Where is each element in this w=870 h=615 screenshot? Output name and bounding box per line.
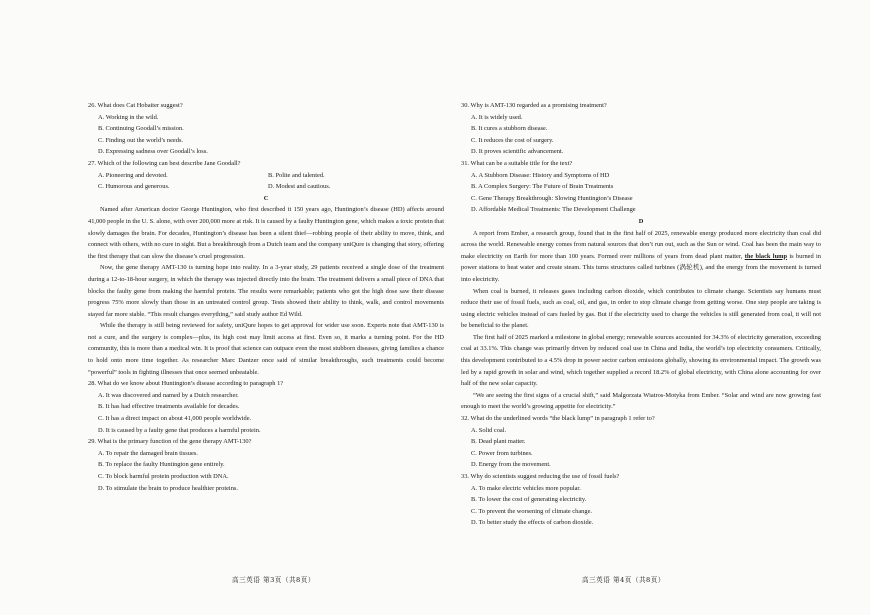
question-31-stem: 31. What can be a suitable title for the text?	[461, 159, 573, 167]
passage-d-p1-text-before: A report from Ember, a research group, found that in the first half of 2025, renewable energy produced more electricity than coal did across the world. Renewable energy comes from natural sources that don’t run out, such as the Sun or wind. Coal has been the main way to make electricity on Earth for more than 100 years. Formed over millions of years from dead plant matter,	[461, 229, 821, 260]
question-29-option-d: D. To stimulate the brain to produce healthier proteins.	[98, 484, 238, 492]
question-29-stem: 29. What is the primary function of the gene therapy AMT-130?	[88, 438, 252, 446]
question-26-option-d: D. Expressing sadness over Goodall’s loss.	[98, 148, 208, 156]
question-27-option-c: C. Humorous and generous.	[98, 183, 170, 191]
question-31-option-a: A. A Stubborn Disease: History and Symptoms of HD	[471, 171, 610, 179]
question-30-option-b: B. It cures a stubborn disease.	[471, 125, 548, 133]
question-32-stem: 32. What do the underlined words “the black lump” in paragraph 1 refer to?	[461, 415, 655, 423]
question-32-option-b: B. Dead plant matter.	[471, 438, 526, 446]
question-26-stem: 26. What does Cat Hobaiter suggest?	[88, 102, 183, 109]
question-32-option-c: C. Power from turbines.	[471, 449, 533, 457]
question-30-stem: 30. Why is AMT-130 regarded as a promising treatment?	[461, 102, 607, 109]
right-page-column	[461, 100, 821, 529]
question-32-option-a: A. Solid coal.	[471, 426, 507, 434]
question-31-option-d: D. Affordable Medical Treatments: The Development Challenge	[471, 206, 636, 214]
question-33-option-c: C. To prevent the worsening of climate change.	[471, 507, 592, 515]
question-28-option-d: D. It is caused by a faulty gene that produces a harmful protein.	[98, 426, 261, 434]
passage-d-paragraph-4: “We are seeing the first signs of a crucial shift,” said Malgorzata Wiatros-Motyka from Ember. “Solar and wind are now growing fast enough to meet the world’s growing appetite for electricity.”	[461, 391, 821, 411]
question-26-option-a: A. Working in the wild.	[98, 113, 159, 121]
question-33-option-b: B. To lower the cost of generating electricity.	[471, 496, 587, 504]
question-27-option-a: A. Pioneering and devoted.	[98, 171, 168, 179]
question-28-option-c: C. It has a direct impact on about 41,000 people worldwide.	[98, 415, 252, 423]
passage-c-paragraph-2: Now, the gene therapy AMT-130 is turning hope into reality. In a 3-year study, 29 patients received a single dose of the treatment during a 12-to-18-hour surgery, in which the therapy was injected directly into the brain. The treatment delivers a small piece of DNA that blocks the faulty gene from making the harmful protein. The results were remarkable; patients who got the high dose saw their disease progress 75% more slowly than those in an untreated control group. Tests showed their ability to think, walk, and control movements stayed far more stable. “This result changes everything,” said study author Ed Wild.	[88, 264, 444, 318]
question-33-option-a: A. To make electric vehicles more popular.	[471, 484, 581, 492]
passage-c-paragraph-3: While the therapy is still being reviewed for safety, uniQure hopes to get approval for wider use soon. Experts note that AMT-130 is not a cure, and the surgery is complex—plus, its high cost may limit access at first. Even so, it marks a turning point. For the HD community, this is more than a medical win. It is proof that science can outpace even the most stubborn diseases, giving families a chance to hold onto more time together. As researcher Marc Dantzer once said of similar breakthroughs, such treatments could become “powerful” tools in fighting illnesses that once seemed unbeatable.	[88, 322, 444, 376]
passage-d-p1-text-after: is burned in power stations to heat water and create steam. This turns structures called turbines (涡轮机), and the energy from the movement is turned into electricity.	[461, 252, 821, 283]
question-33-stem: 33. Why do scientists suggest reducing the use of fossil fuels?	[461, 473, 620, 480]
passage-c-paragraph-1: Named after American doctor George Huntington, who first described it 150 years ago, Huntington’s disease (HD) affects around 41,000 people in the U. S. alone, with over 200,000 more at risk. It is caused by a faulty Huntington gene, which makes a toxic protein that slowly damages the brain. For decades, Huntington’s disease has been a silent thief—robbing people of their ability to move, think, and connect with others, with no cure in sight. But a breakthrough from a Dutch team and the company uniQure is changing that story, offering the first therapy that can slow the disease’s cruel progression.	[88, 206, 444, 260]
section-c-heading: C	[263, 194, 269, 202]
question-31-option-c: C. Gene Therapy Breakthrough: Slowing Huntington’s Disease	[471, 194, 633, 202]
question-29-option-b: B. To replace the faulty Huntington gene entirely.	[98, 461, 225, 469]
question-28-option-b: B. It has had effective treatments available for decades.	[98, 403, 240, 411]
question-27-options-row-2	[98, 181, 444, 193]
left-page-column	[88, 100, 444, 494]
question-27-options-row-1	[98, 170, 444, 182]
passage-d-paragraph-1	[461, 228, 821, 286]
section-d-heading: D	[638, 217, 644, 225]
question-28-option-a: A. It was discovered and named by a Dutch researcher.	[98, 391, 239, 399]
question-27-option-b: B. Polite and talented.	[268, 171, 325, 179]
page-footer-left: 高三英语 第3页（共8页）	[232, 576, 315, 584]
question-33-option-d: D. To better study the effects of carbon dioxide.	[471, 519, 594, 527]
passage-d-paragraph-2: When coal is burned, it releases gases including carbon dioxide, which contributes to climate change. Scientists say humans must reduce their use of fossil fuels, such as coal, oil, and gas, in order to stop climate change from getting worse. One step people are taking is using electric vehicles instead of cars fueled by gas. But if the electricity used to charge the vehicles is still generated from coal, it will not be beneficial to the planet.	[461, 287, 821, 330]
question-30-option-a: A. It is widely used.	[471, 113, 523, 121]
underlined-phrase-black-lump: the black lump	[744, 252, 788, 260]
question-31-option-b: B. A Complex Surgery: The Future of Brain Treatments	[471, 183, 614, 191]
question-32-option-d: D. Energy from the movement.	[471, 461, 551, 469]
question-26-option-b: B. Continuing Goodall’s mission.	[98, 125, 184, 133]
question-29-option-a: A. To repair the damaged brain tissues.	[98, 449, 198, 457]
question-27-stem: 27. Which of the following can best describe Jane Goodall?	[88, 159, 241, 167]
question-29-option-c: C. To block harmful protein production with DNA.	[98, 473, 229, 480]
question-28-stem: 28. What do we know about Huntington’s disease according to paragraph 1?	[88, 380, 284, 388]
passage-d-paragraph-3: The first half of 2025 marked a milestone in global energy; renewable sources accounted for 34.3% of electricity generation, exceeding coal at 33.1%. This change was primarily driven by reduced coal use in China and India, the world’s top electricity consumers. Critically, this development contributed to a 4.5% drop in power sector carbon emissions globally, showing its environmental impact. The growth was led by a rapid growth in solar and wind, which together supplied a record 18.2% of global electricity, with China alone accounting for over half of the new solar capacity.	[461, 333, 821, 388]
question-27-option-d: D. Modest and cautious.	[268, 183, 331, 191]
page-footer-right: 高三英语 第4页（共8页）	[582, 576, 665, 584]
question-26-option-c: C. Finding out the world’s needs.	[98, 136, 184, 144]
question-30-option-d: D. It proves scientific advancement.	[471, 148, 564, 156]
question-30-option-c: C. It reduces the cost of surgery.	[471, 136, 554, 144]
